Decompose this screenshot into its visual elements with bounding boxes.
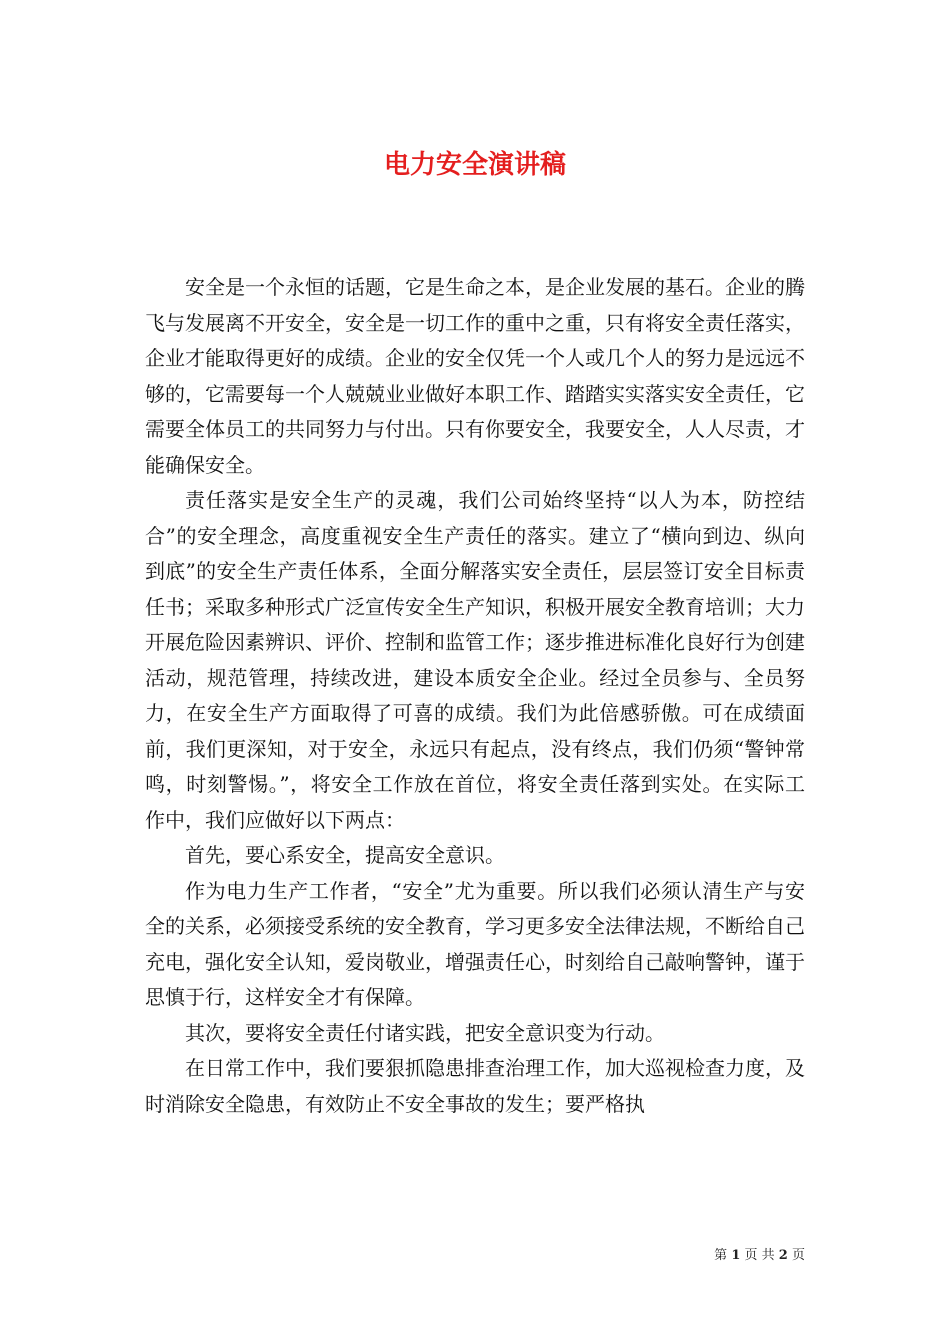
footer-middle: 页 共: [744, 1248, 775, 1263]
footer-prefix: 第: [714, 1248, 728, 1263]
document-body: [145, 270, 805, 1122]
current-page-number: 1: [731, 1248, 741, 1263]
paragraph: 责任落实是安全生产的灵魂，我们公司始终坚持“以人为本，防控结合”的安全理念，高度重视安全生产责任的落实。建立了“横向到边、纵向到底”的安全生产责任体系，全面分解落实安全责任，层层签订安全目标责任书；采取多种形式广泛宣传安全生产知识，积极开展安全教育培训；大力开展危险因素辨识、评价、控制和监管工作；逐步推进标准化良好行为创建活动，规范管理，持续改进，建设本质安全企业。经过全员参与、全员努力，在安全生产方面取得了可喜的成绩。我们为此倍感骄傲。可在成绩面前，我们更深知，对于安全，永远只有起点，没有终点，我们仍须“警钟常鸣，时刻警惕。”，将安全工作放在首位，将安全责任落到实处。在实际工作中，我们应做好以下两点：: [145, 488, 805, 832]
total-pages-number: 2: [778, 1248, 788, 1263]
paragraph: 安全是一个永恒的话题，它是生命之本，是企业发展的基石。企业的腾飞与发展离不开安全，安全是一切工作的重中之重，只有将安全责任落实，企业才能取得更好的成绩。企业的安全仅凭一个人或几个人的努力是远远不够的，它需要每一个人兢兢业业做好本职工作、踏踏实实落实安全责任，它需要全体员工的共同努力与付出。只有你要安全，我要安全，人人尽责，才能确保安全。: [145, 275, 805, 477]
paragraph: 在日常工作中，我们要狠抓隐患排查治理工作，加大巡视检查力度，及时消除安全隐患，有效防止不安全事故的发生；要严格执: [145, 1056, 805, 1116]
footer-suffix: 页: [791, 1248, 805, 1263]
page-footer: [660, 1247, 805, 1265]
paragraph: 作为电力生产工作者，“安全”尤为重要。所以我们必须认清生产与安全的关系，必须接受系统的安全教育，学习更多安全法律法规，不断给自己充电，强化安全认知，爱岗敬业，增强责任心，时刻给自己敲响警钟，谨于思慎于行，这样安全才有保障。: [145, 878, 805, 1009]
document-title: 电力安全演讲稿: [383, 150, 566, 181]
paragraph: 首先，要心系安全，提高安全意识。: [185, 843, 505, 867]
paragraph: 其次，要将安全责任付诸实践，把安全意识变为行动。: [185, 1020, 665, 1045]
